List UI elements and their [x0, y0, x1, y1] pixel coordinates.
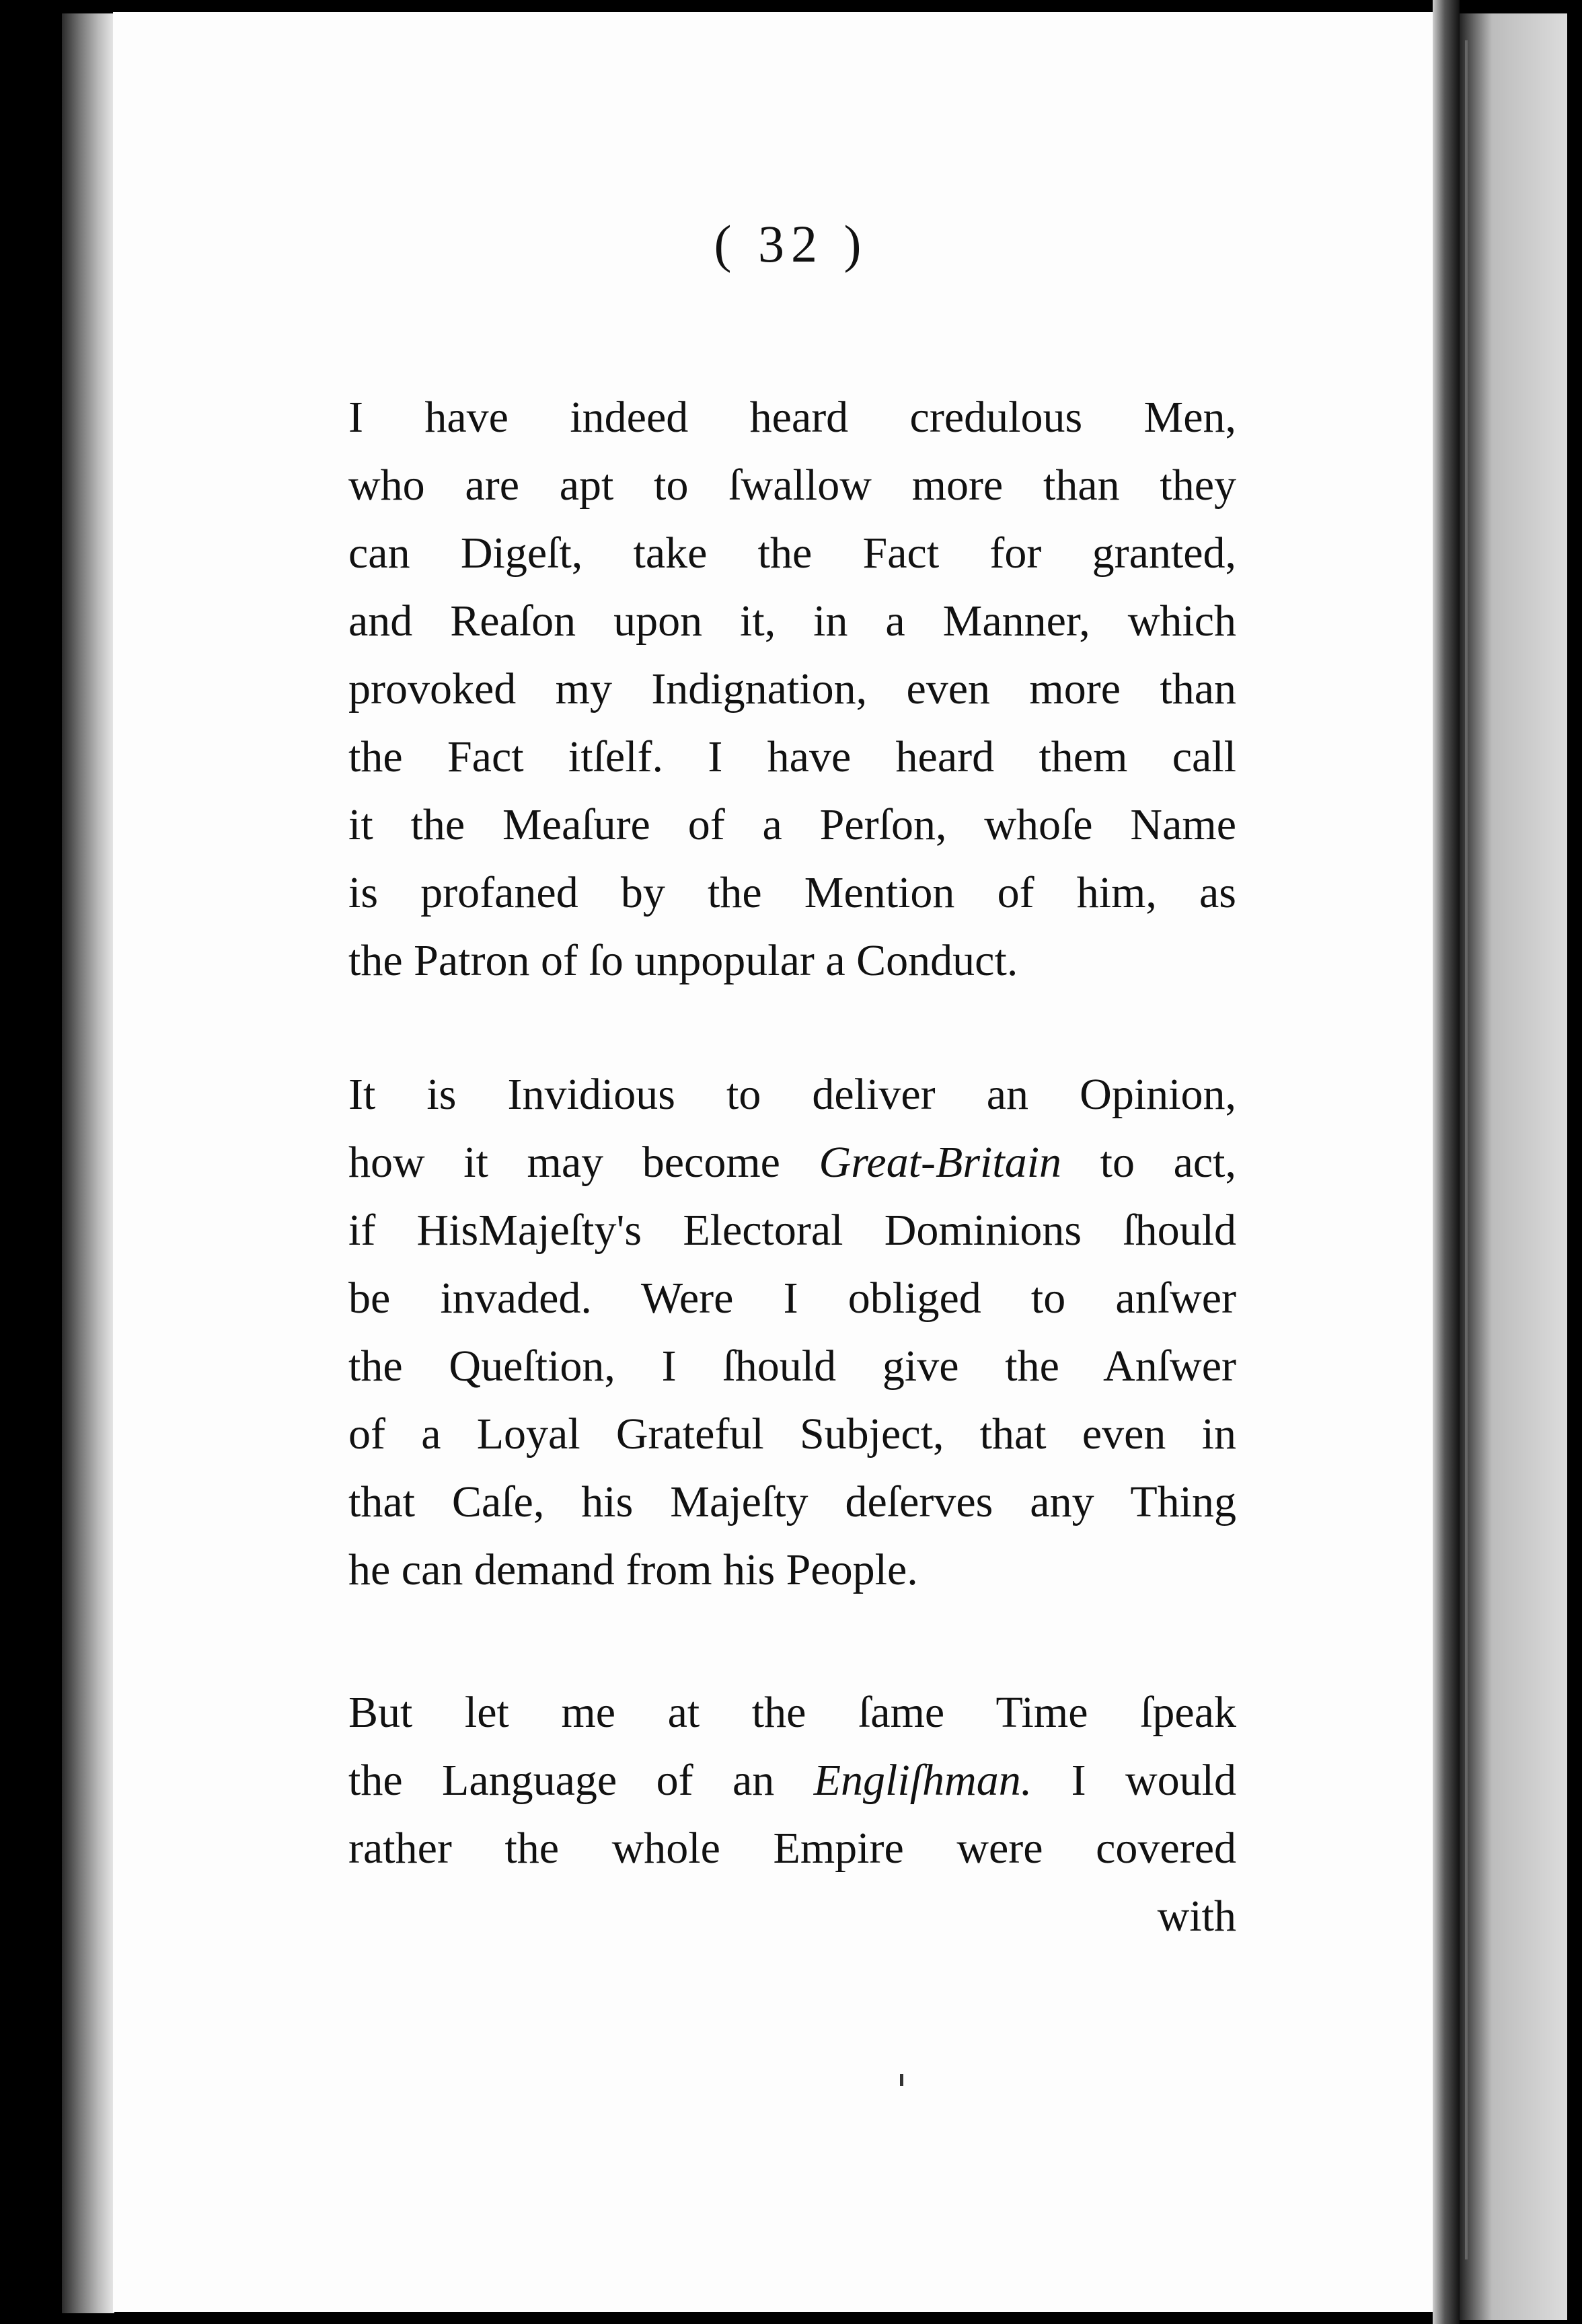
text-run: the Language of an: [348, 1756, 814, 1805]
page-number: ( 32 ): [714, 215, 868, 273]
text-line: I have indeed heard credulous Men,: [348, 393, 1236, 442]
text-line: provoked my Indignation, even more than: [348, 664, 1236, 713]
text-line: rather the whole Empire were covered: [348, 1824, 1236, 1873]
italic-phrase: Great-Britain: [819, 1138, 1062, 1187]
text-line: of a Loyal Grateful Subject, that even in: [348, 1409, 1236, 1459]
text-line-with-italic: [348, 1128, 1236, 1196]
text-line: it the Meaſure of a Perſon, whoſe Name: [348, 800, 1236, 849]
text-line: is profaned by the Mention of him, as: [348, 868, 1236, 917]
page-stack-edge: [62, 13, 114, 2313]
paragraph-1: [348, 383, 1236, 995]
facing-page-edge: [1460, 13, 1567, 2320]
paragraph-3: [348, 1678, 1236, 1950]
text-run: I would: [1032, 1756, 1236, 1805]
text-line: the Queſtion, I ſhould give the Anſwer: [348, 1342, 1236, 1391]
facing-page-line: [1465, 40, 1468, 2259]
text-line: and Reaſon upon it, in a Manner, which: [348, 596, 1236, 646]
text-line: be invaded. Were I obliged to anſwer: [348, 1274, 1236, 1323]
book-gutter: [1433, 0, 1460, 2324]
paragraph-2: [348, 1060, 1236, 1604]
text-line: if HisMajeſty's Electoral Dominions ſhould: [348, 1206, 1236, 1255]
text-line: the Fact itſelf. I have heard them call: [348, 732, 1236, 781]
text-line: can Digeſt, take the Fact for granted,: [348, 529, 1236, 578]
catchword: with: [1157, 1892, 1236, 1941]
text-line: who are apt to ſwallow more than they: [348, 461, 1236, 510]
text-run: how it may become: [348, 1138, 819, 1187]
text-line: that Caſe, his Majeſty deſerves any Thing: [348, 1477, 1236, 1526]
signature-mark: [900, 2074, 903, 2086]
text-line: the Patron of ſo unpopular a Conduct.: [348, 936, 1018, 985]
text-line: he can demand from his People.: [348, 1545, 918, 1594]
text-line: But let me at the ſame Time ſpeak: [348, 1688, 1236, 1737]
italic-phrase: Engliſhman.: [813, 1756, 1032, 1805]
text-line-with-italic: [348, 1746, 1236, 1814]
text-run: to act,: [1061, 1138, 1236, 1187]
text-line: It is Invidious to deliver an Opinion,: [348, 1070, 1236, 1119]
